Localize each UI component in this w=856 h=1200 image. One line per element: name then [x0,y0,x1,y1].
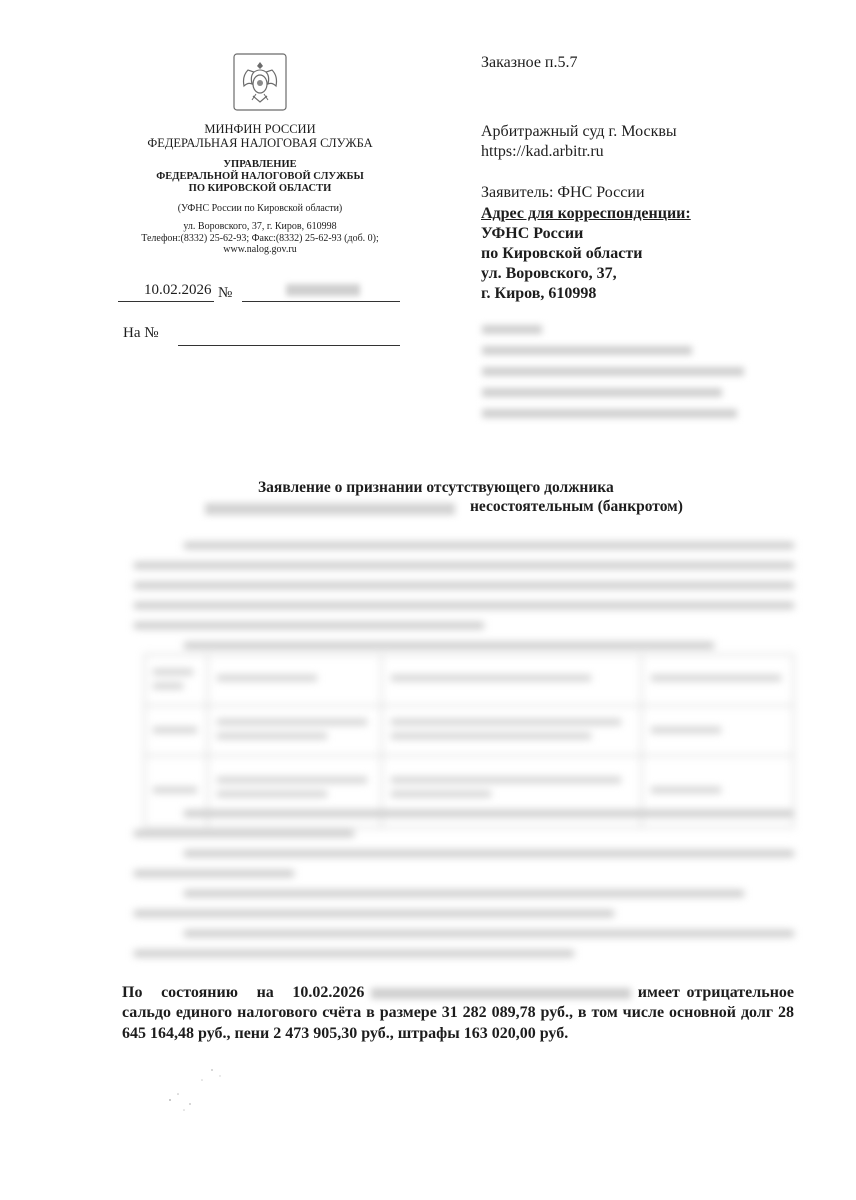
redacted-body [134,536,794,956]
debt-summary-intro: По состоянию на 10.02.2026 [122,984,365,1001]
sender-website: www.nalog.gov.ru [223,244,297,256]
sender-organization-block [120,122,400,256]
scan-specks [160,1060,250,1120]
number-underline [242,301,400,302]
debt-summary-paragraph [122,983,794,1044]
redacted-debtor-name-inline [371,988,631,999]
court-website: https://kad.arbitr.ru [481,143,604,160]
sender-address: ул. Воровского, 37, г. Киров, 610998 [183,221,337,233]
sender-phone: Телефон:(8332) 25-62-93; Факс:(8332) 25-62-93 (доб. 0); [141,232,379,244]
correspondence-line-2: по Кировской области [481,245,643,262]
department-short-name: (УФНС России по Кировской области) [177,202,343,214]
correspondence-address [481,204,691,304]
applicant: Заявитель: ФНС России [481,184,645,201]
debt-summary-amounts: имеет отрицательное сальдо единого налогового счёта в размере 31 282 089,78 руб., в том числе основной долг 28 645 164,48 руб., пени 2 473 905,30 руб., штрафы 163 020,00 руб. [122,984,795,1042]
mail-type: Заказное п.5.7 [481,54,578,71]
ministry-name: МИНФИН РОССИИ [204,122,316,136]
service-name: ФЕДЕРАЛЬНАЯ НАЛОГОВАЯ СЛУЖБА [147,136,373,151]
correspondence-line-3: ул. Воровского, 37, [481,265,617,282]
number-sign: № [218,285,233,301]
incoming-reference-underline [178,345,400,346]
redacted-table [144,654,794,828]
court-block [481,122,677,162]
document-title-line-1: Заявление о признании отсутствующего должника [258,479,614,496]
correspondence-label: Адрес для корреспонденции: [481,205,691,222]
redacted-debtor-name [205,503,455,515]
coat-of-arms-icon [232,52,288,112]
outgoing-date: 10.02.2026 [144,282,212,298]
document-title-line-2: несостоятельным (банкротом) [470,498,683,515]
outgoing-date-number [118,282,408,304]
date-underline [118,301,214,302]
department-line-1: УПРАВЛЕНИЕ [223,158,297,170]
incoming-reference-label: На № [123,325,159,341]
court-name: Арбитражный суд г. Москвы [481,123,677,140]
department-line-3: ПО КИРОВСКОЙ ОБЛАСТИ [188,182,332,194]
redacted-debtor-block [482,325,744,430]
correspondence-line-1: УФНС России [481,225,584,242]
redacted-outgoing-number [286,284,360,296]
department-line-2: ФЕДЕРАЛЬНОЙ НАЛОГОВОЙ СЛУЖБЫ [156,170,364,182]
correspondence-line-4: г. Киров, 610998 [481,285,597,302]
